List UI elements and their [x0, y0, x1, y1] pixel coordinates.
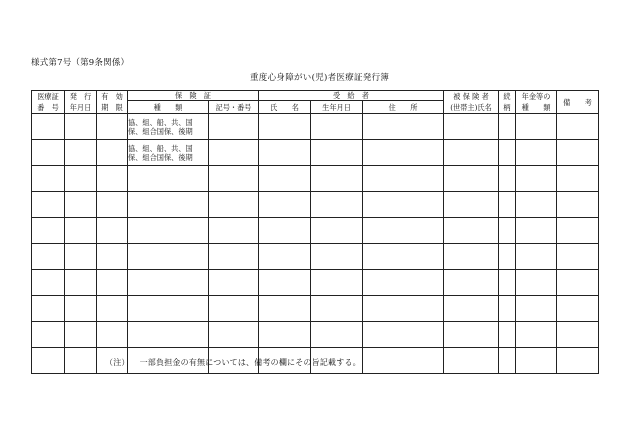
- header-validity: 有 効 期 限: [97, 91, 128, 114]
- cell-recipient-birthdate: [311, 114, 363, 140]
- table-row: [32, 270, 599, 296]
- cell-insurance-symbol: [209, 114, 259, 140]
- document-title: 重度心身障がい(児)者医療証発行簿: [250, 73, 390, 83]
- table-row: [32, 218, 599, 244]
- cell-pension-type: [516, 140, 557, 166]
- cell-recipient-name: [259, 114, 311, 140]
- footnote-mark: （注）: [105, 358, 130, 367]
- header-remarks: 備 考: [557, 91, 599, 114]
- cell-insurance-symbol: [209, 140, 259, 166]
- cell-recipient-address: [363, 114, 444, 140]
- header-insurance-type: 種 類: [128, 101, 209, 114]
- header-recipient: 受 給 者: [259, 91, 444, 101]
- header-insurance-card: 保 険 証: [128, 91, 259, 101]
- cell-relation: [499, 140, 516, 166]
- header-pension-type: 年金等の 種 類: [516, 91, 557, 114]
- cell-issue-date: [65, 114, 97, 140]
- header-recipient-address: 住 所: [363, 101, 444, 114]
- cell-recipient-name: [259, 140, 311, 166]
- header-relation: 続 柄: [499, 91, 516, 114]
- table-row: [32, 140, 599, 166]
- cell-insurance-type: 協、組、船、共、国 保、組合国保、後期: [128, 114, 209, 140]
- cell-insured-person: [444, 140, 499, 166]
- cell-insurance-type: 協、組、船、共、国 保、組合国保、後期: [128, 140, 209, 166]
- header-insurance-symbol: 記号・番号: [209, 101, 259, 114]
- table-row: [32, 244, 599, 270]
- table-row: [32, 166, 599, 192]
- table-row: [32, 114, 599, 140]
- table-row: [32, 192, 599, 218]
- footnote: [105, 357, 361, 368]
- footnote-text: 一部負担金の有無については、備考の欄にその旨記載する。: [139, 358, 361, 367]
- header-recipient-birthdate: 生年月日: [311, 101, 363, 114]
- header-cert-no: 医療証 番 号: [32, 91, 65, 114]
- cell-recipient-address: [363, 140, 444, 166]
- table-row: [32, 322, 599, 348]
- cell-relation: [499, 114, 516, 140]
- table-row: [32, 296, 599, 322]
- header-issue-date: 発 行 年月日: [65, 91, 97, 114]
- header-recipient-name: 氏 名: [259, 101, 311, 114]
- cell-cert-no: [32, 140, 65, 166]
- cell-validity: [97, 114, 128, 140]
- cell-issue-date: [65, 140, 97, 166]
- cell-insured-person: [444, 114, 499, 140]
- header-insured-person: 被 保 険 者 (世帯主)氏名: [444, 91, 499, 114]
- cell-validity: [97, 140, 128, 166]
- cell-cert-no: [32, 114, 65, 140]
- cell-remarks: [557, 140, 599, 166]
- cell-recipient-birthdate: [311, 140, 363, 166]
- cell-remarks: [557, 114, 599, 140]
- form-number-label: 様式第7号（第9条関係）: [31, 58, 130, 68]
- cell-pension-type: [516, 114, 557, 140]
- issuance-register-table: [31, 90, 599, 374]
